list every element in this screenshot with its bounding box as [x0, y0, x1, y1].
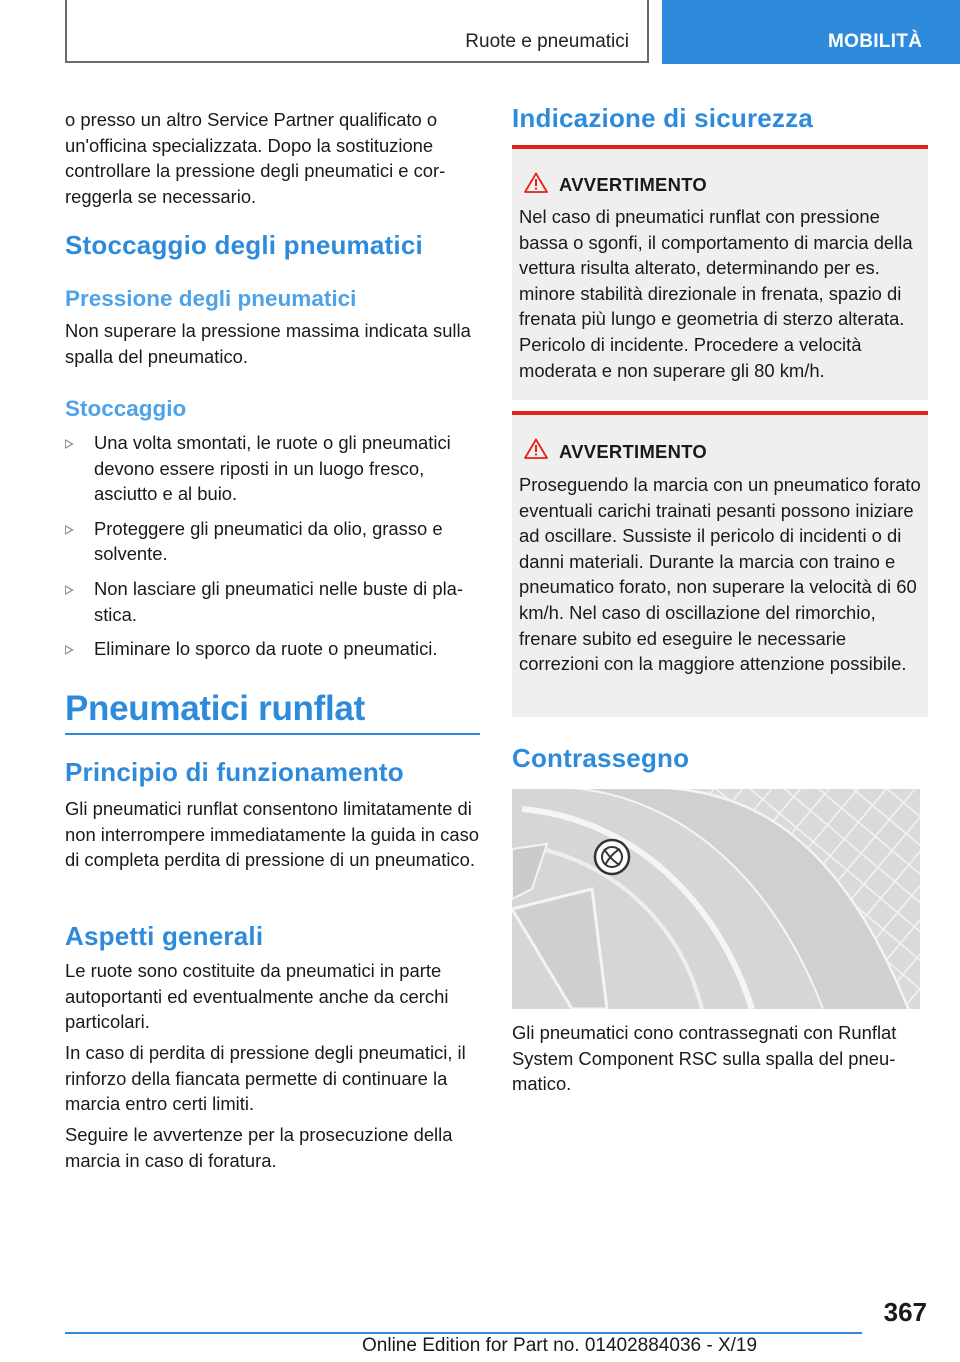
runflat-tire-illustration — [512, 789, 920, 1009]
heading-marking: Contrassegno — [512, 743, 690, 773]
page-number: 367 — [883, 1297, 927, 1327]
list-item: Eliminare lo sporco da ruote o pneumatici. — [65, 636, 470, 662]
warning-title: AVVERTIMENTO — [559, 174, 708, 195]
warning-triangle-icon — [524, 172, 548, 193]
principle-paragraph: Gli pneumatici runflat consentono limitatamente di non interrompere immediatamente la guida in caso di completa perdita di pressione di un pneumatico. — [65, 798, 480, 871]
warning-bar — [512, 145, 928, 149]
bullet-triangle-icon — [65, 439, 74, 449]
warning-triangle-icon — [524, 438, 548, 459]
pressure-paragraph: Non superare la pressione massima indicata sulla spalla del pneumatico. — [65, 320, 471, 367]
chapter-tab — [662, 0, 960, 64]
edition-note: Online Edition for Part no. 01402884036 - X/19 — [362, 1335, 758, 1356]
heading-runflat-tires: Pneumatici runflat — [65, 689, 365, 728]
bullet-triangle-icon — [65, 585, 74, 595]
header-section-box — [65, 0, 649, 63]
general-paragraph-1: Le ruote sono costituite da pneumatici in parte autoportanti ed eventualmente anche da cerchi particolari. — [65, 960, 449, 1033]
bullet-triangle-icon — [65, 525, 74, 535]
warning-text: Proseguendo la marcia con un pneumatico forato eventuali carichi trainati pesanti possono iniziare ad oscillare. Sussiste il pericolo di incidenti o di danni materiali. Durante la marcia con traino e pneumatico forato, non superare la velocità di 60 km/h. Nel caso di oscillazione del rimorchio, frenare subito ed eseguire le necessarie correzioni con la maggiore attenzione possibile. — [519, 474, 921, 675]
bullet-triangle-icon — [65, 645, 74, 655]
heading-storage: Stoccaggio — [65, 396, 187, 421]
section-title: Ruote e pneumatici — [465, 31, 629, 52]
marking-paragraph: Gli pneumatici cono contrassegnati con Runflat System Component RSC sulla spalla del pneumatico. — [512, 1022, 897, 1095]
list-item: Non lasciare gli pneumatici nelle buste di plastica. — [65, 576, 470, 627]
footer-divider — [65, 1332, 862, 1334]
section-divider — [65, 733, 480, 735]
warning-box-1 — [512, 145, 928, 400]
list-item: Una volta smontati, le ruote o gli pneumatici devono essere riposti in un luogo fresco, asciutto e al buio. — [65, 430, 470, 507]
warning-bar — [512, 411, 928, 415]
warning-title: AVVERTIMENTO — [559, 441, 708, 462]
general-paragraph-3: Seguire le avvertenze per la prosecuzione della marcia in caso di foratura. — [65, 1124, 453, 1171]
warning-text: Nel caso di pneumatici runflat con pressione bassa o sgonfi, il comportamento di marcia della vettura risulta alterato, determinando per es. minore stabilità direzionale in frenata, spazio di frenata più lungo e geometria di sterzo alterata. Pericolo di incidente. Procedere a velocità moderata e non superare gli 80 km/h. — [519, 206, 913, 381]
general-paragraph-2: In caso di perdita di pressione degli pneumatici, il rinforzo della fiancata permette di continuare la marcia entro certi limiti. — [65, 1042, 466, 1115]
heading-tire-storage: Stoccaggio degli pneumatici — [65, 230, 423, 260]
heading-tire-pressure: Pressione degli pneumatici — [65, 286, 357, 311]
chapter-title: MOBILITÀ — [828, 31, 923, 52]
tire-image — [512, 789, 920, 1009]
heading-safety-note: Indicazione di sicurezza — [512, 103, 813, 133]
intro-paragraph: o presso un altro Service Partner qualificato o un'officina specializzata. Dopo la sostituzione controllare la pressione degli pneumatici e correggerla se necessario. — [65, 109, 446, 207]
list-item: Proteggere gli pneumatici da olio, grasso e solvente. — [65, 516, 470, 567]
warning-box-2 — [512, 411, 928, 717]
heading-general-aspects: Aspetti generali — [65, 921, 264, 951]
heading-operating-principle: Principio di funzionamento — [65, 757, 404, 787]
storage-list — [65, 430, 470, 671]
